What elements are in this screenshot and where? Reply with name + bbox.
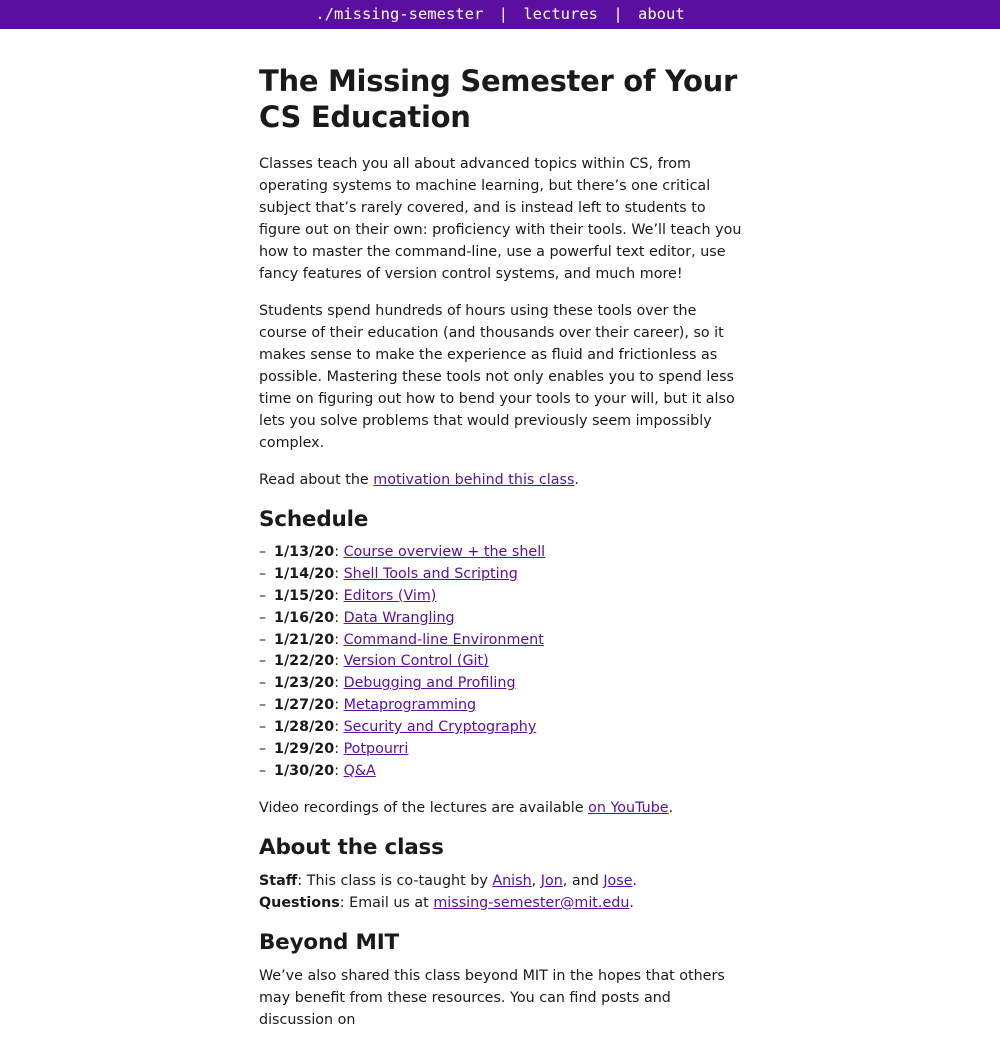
list-bullet: – [259,697,267,714]
list-bullet: – [259,587,267,604]
email-link[interactable]: missing-semester@mit.edu [433,894,630,911]
beyond-heading: Beyond MIT [259,929,399,955]
lecture-date: 1/13/20 [274,544,335,560]
schedule-item [259,739,744,761]
lecture-link[interactable]: Metaprogramming [343,697,477,714]
list-bullet: – [259,544,267,560]
lecture-date: 1/28/20 [274,719,335,736]
beyond-paragraph: We’ve also shared this class beyond MIT in the hopes that others may benefit from these resources. You can find posts and discussion on [259,967,725,1028]
date-separator: : [334,653,344,670]
schedule-item [259,695,744,717]
schedule-item [259,630,744,652]
date-separator: : [334,609,344,626]
list-bullet: – [259,631,267,648]
lecture-link[interactable]: Course overview + the shell [343,544,546,560]
date-separator: : [334,544,344,560]
top-nav-bar [0,0,1000,29]
staff-suffix: . [632,872,638,889]
about-heading: About the class [259,834,444,860]
schedule-item [259,542,744,564]
list-bullet: – [259,565,267,582]
page-title: The Missing Semester of Your CS Education [259,64,738,134]
date-separator: : [334,697,344,714]
list-bullet: – [259,741,267,758]
motivation-paragraph [259,469,744,491]
nav-home-link[interactable]: ./missing-semester [315,5,484,23]
questions-line [259,892,744,914]
intro-paragraph-1: Classes teach you all about advanced topics within CS, from operating systems to machine learning, but there’s one critical subject that’s rarely covered, and is instead left to students to figure out on their own: proficiency with their tools. We’ll teach you how to master the command-line, use a powerful text editor, use fancy features of version control systems, and much more! [259,156,742,282]
video-suffix: . [668,799,674,816]
staff-anish-link[interactable]: Anish [492,872,532,889]
staff-line [259,870,744,892]
lecture-link[interactable]: Shell Tools and Scripting [343,565,518,582]
schedule-item [259,761,744,783]
main-content [259,29,744,1046]
date-separator: : [334,719,344,736]
lecture-link[interactable]: Command-line Environment [343,631,544,648]
lecture-link[interactable]: Potpourri [343,741,409,758]
list-bullet: – [259,609,267,626]
lecture-date: 1/22/20 [274,653,335,670]
date-separator: : [334,675,344,692]
lecture-date: 1/15/20 [274,587,335,604]
staff-label: Staff [259,872,298,889]
list-bullet: – [259,719,267,736]
list-bullet: – [259,675,267,692]
staff-and: , and [562,872,604,889]
schedule-item [259,717,744,739]
schedule-list [259,542,744,783]
lecture-date: 1/16/20 [274,609,335,626]
date-separator: : [334,762,344,779]
lecture-date: 1/14/20 [274,565,335,582]
date-separator: : [334,587,344,604]
motivation-suffix: . [574,472,579,488]
schedule-item [259,673,744,695]
date-separator: : [334,565,344,582]
staff-jon-link[interactable]: Jon [540,872,563,889]
lecture-link[interactable]: Version Control (Git) [343,653,489,670]
lecture-link[interactable]: Debugging and Profiling [343,675,516,692]
schedule-item [259,608,744,630]
schedule-item [259,564,744,586]
questions-prefix: : Email us at [339,894,434,911]
video-paragraph [259,797,744,819]
motivation-prefix: Read about the [259,472,374,488]
nav-about-link[interactable]: about [638,5,685,23]
lecture-link[interactable]: Editors (Vim) [343,587,437,604]
intro-paragraph-2: Students spend hundreds of hours using these tools over the course of their education (and thousands over their career), so it makes sense to make the experience as fluid and frictionless as possible. Mastering these tools not only enables you to spend less time on figuring out how to bend your tools to your will, but it also lets you solve problems that would previously seem impossibly complex. [259,303,735,451]
list-bullet: – [259,653,267,670]
nav-lectures-link[interactable]: lectures [523,5,598,23]
schedule-item [259,651,744,673]
lecture-date: 1/29/20 [274,741,335,758]
lecture-link[interactable]: Security and Cryptography [343,719,537,736]
lecture-date: 1/21/20 [274,631,335,648]
lecture-link[interactable]: Q&A [343,762,376,779]
video-prefix: Video recordings of the lectures are available [259,799,589,816]
schedule-item [259,586,744,608]
questions-label: Questions [259,894,340,911]
list-bullet: – [259,762,267,779]
staff-prefix: : This class is co-taught by [297,872,493,889]
about-block [259,870,744,914]
staff-jose-link[interactable]: Jose [603,872,633,889]
lecture-date: 1/23/20 [274,675,335,692]
lecture-link[interactable]: Data Wrangling [343,609,455,626]
nav-separator: | [613,5,623,23]
date-separator: : [334,631,344,648]
nav-separator: | [498,5,508,23]
lecture-date: 1/27/20 [274,697,335,714]
staff-comma: , [531,872,541,889]
questions-suffix: . [629,894,634,911]
youtube-link[interactable]: on YouTube [588,799,669,816]
motivation-link[interactable]: motivation behind this class [373,472,575,488]
lecture-date: 1/30/20 [274,762,335,779]
schedule-heading: Schedule [259,507,369,532]
date-separator: : [334,741,344,758]
